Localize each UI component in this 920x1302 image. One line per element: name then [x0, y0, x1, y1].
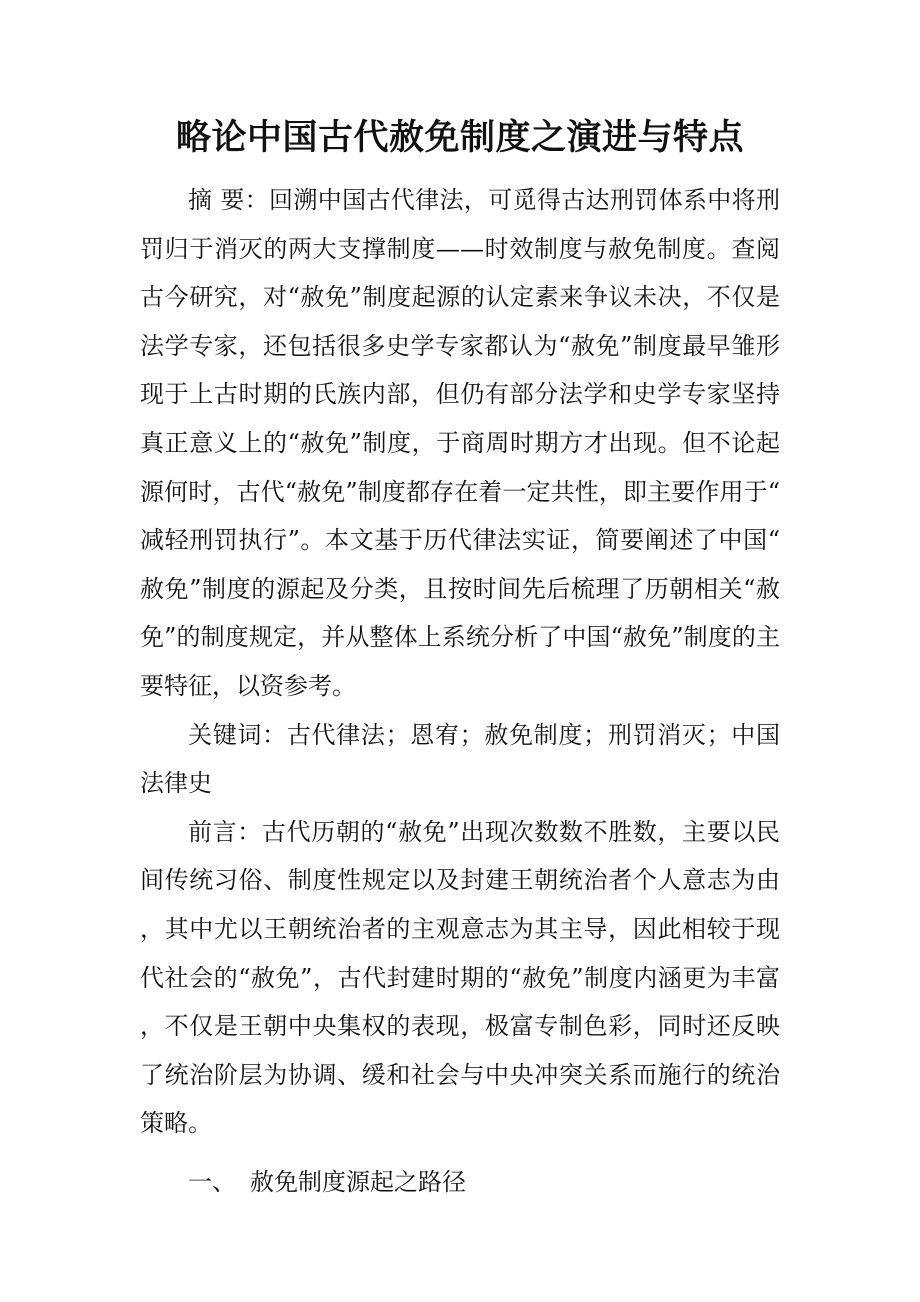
- section-heading: [140, 1158, 780, 1207]
- section-number: 一、: [188, 1167, 236, 1196]
- keywords-paragraph: 关键词：古代律法；恩宥；赦免制度；刑罚消灭；中国法律史: [140, 720, 780, 798]
- abstract-paragraph: 摘 要：回溯中国古代律法，可觅得古达刑罚体系中将刑罚归于消灭的两大支撑制度——时效制度与赦免制度。查阅古今研究，对“赦免”制度起源的认定素来争议未决，不仅是法学专家，还包括很多史学专家都认为“赦免”制度最早雏形现于上古时期的氏族内部，但仍有部分法学和史学专家坚持真正意义上的“赦免”制度，于商周时期方才出现。但不论起源何时，古代“赦免”制度都存在着一定共性，即主要作用于“减轻刑罚执行”。本文基于历代律法实证，简要阐述了中国“赦免”制度的源起及分类，且按时间先后梳理了历朝相关“赦免”的制度规定，并从整体上系统分析了中国“赦免”制度的主要特征，以资参考。: [140, 186, 780, 700]
- document-body: [140, 176, 780, 1206]
- document-title: 略论中国古代赦免制度之演进与特点: [175, 117, 744, 158]
- section-title: 赦免制度源起之路径: [250, 1167, 466, 1196]
- preface-paragraph: 前言：古代历朝的“赦免”出现次数数不胜数，主要以民间传统习俗、制度性规定以及封建王朝统治者个人意志为由，其中尤以王朝统治者的主观意志为其主导，因此相较于现代社会的“赦免”，古代封建时期的“赦免”制度内涵更为丰富，不仅是王朝中央集权的表现，极富专制色彩，同时还反映了统治阶层为协调、缓和社会与中央冲突关系而施行的统治策略。: [140, 817, 780, 1138]
